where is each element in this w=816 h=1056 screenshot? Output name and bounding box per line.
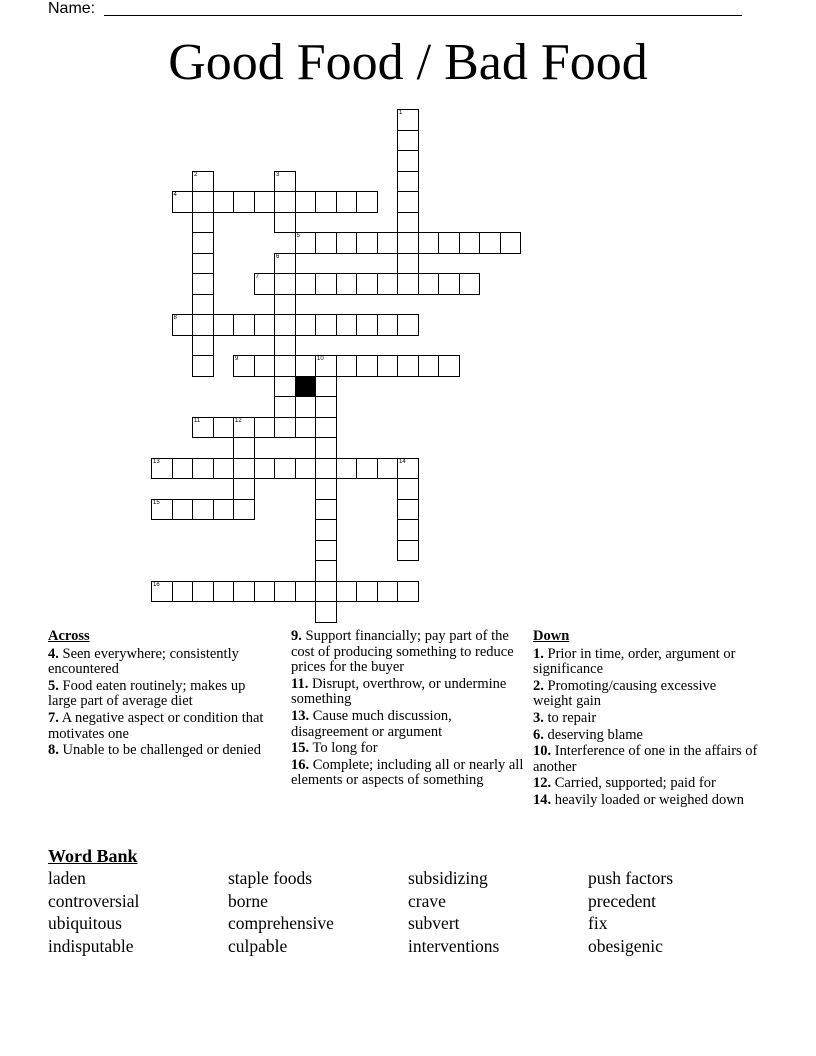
clue-text: To long for	[312, 740, 378, 757]
crossword-cell[interactable]	[192, 335, 214, 357]
crossword-cell[interactable]	[418, 273, 440, 295]
crossword-cell[interactable]	[397, 478, 419, 500]
crossword-cell[interactable]	[213, 458, 235, 480]
clue-text: Promoting/causing excessive weight gain	[533, 677, 717, 710]
crossword-cell[interactable]	[295, 458, 317, 480]
crossword-cell[interactable]	[274, 191, 296, 213]
word-bank-column-3	[408, 867, 499, 958]
crossword-cell[interactable]	[315, 314, 337, 336]
crossword-cell[interactable]	[192, 232, 214, 254]
crossword-cell[interactable]	[192, 273, 214, 295]
crossword-cell[interactable]	[397, 253, 419, 275]
crossword-cell[interactable]	[336, 232, 358, 254]
clue-item	[48, 679, 273, 710]
crossword-cell[interactable]	[397, 212, 419, 234]
word-bank-item: comprehensive	[228, 913, 334, 934]
crossword-cell[interactable]	[315, 417, 337, 439]
word-bank-item: interventions	[408, 936, 500, 957]
clue-number: 9.	[291, 628, 302, 644]
clue-number: 6.	[533, 726, 544, 743]
crossword-cell[interactable]	[356, 355, 378, 377]
crossword-cell[interactable]	[254, 581, 276, 603]
clue-item	[533, 647, 758, 678]
crossword-cell[interactable]	[172, 499, 194, 521]
clue-item	[533, 728, 758, 744]
crossword-cell[interactable]	[233, 499, 255, 521]
crossword-cell[interactable]	[336, 191, 358, 213]
crossword-cell[interactable]	[377, 581, 399, 603]
word-bank-item: laden	[48, 868, 86, 888]
crossword-cell[interactable]	[254, 314, 276, 336]
clue-item	[291, 741, 527, 757]
crossword-cell[interactable]	[397, 130, 419, 152]
crossword-cell[interactable]	[397, 355, 419, 377]
crossword-cell[interactable]	[192, 458, 214, 480]
clue-number: 15.	[291, 740, 310, 757]
clue-number: 13.	[291, 707, 310, 724]
crossword-cell[interactable]	[500, 232, 522, 254]
crossword-cell[interactable]	[274, 253, 296, 275]
crossword-cell[interactable]	[274, 417, 296, 439]
crossword-cell[interactable]	[315, 478, 337, 500]
crossword-cell[interactable]	[459, 232, 481, 254]
word-bank-item: subvert	[408, 913, 460, 934]
crossword-cell-number: 5	[296, 233, 300, 239]
clue-text: Unable to be challenged or denied	[62, 742, 261, 759]
crossword-cell[interactable]	[397, 273, 419, 295]
crossword-cell[interactable]	[213, 581, 235, 603]
crossword-cell[interactable]	[233, 355, 255, 377]
crossword-cell[interactable]	[233, 437, 255, 459]
crossword-cell[interactable]	[397, 109, 419, 131]
crossword-cell[interactable]	[274, 458, 296, 480]
crossword-cell[interactable]	[315, 396, 337, 418]
crossword-cell[interactable]	[397, 171, 419, 193]
crossword-cell[interactable]	[274, 294, 296, 316]
crossword-cell[interactable]	[397, 232, 419, 254]
clue-item	[291, 629, 527, 676]
crossword-cell[interactable]	[479, 232, 501, 254]
clues-down-column	[533, 629, 758, 810]
crossword-cell[interactable]	[192, 355, 214, 377]
crossword-cell[interactable]	[274, 355, 296, 377]
clue-text: deserving blame	[547, 726, 643, 743]
crossword-cell-number: 4	[173, 192, 177, 198]
word-bank-column-1	[48, 867, 139, 958]
clue-text: Seen everywhere; consistently encountered	[48, 645, 239, 678]
crossword-cell[interactable]	[418, 232, 440, 254]
crossword-cell[interactable]	[274, 171, 296, 193]
word-bank-item: subsidizing	[408, 868, 488, 888]
crossword-cell[interactable]	[295, 273, 317, 295]
crossword-cell[interactable]	[233, 581, 255, 603]
crossword-cell[interactable]	[356, 314, 378, 336]
crossword-cell[interactable]	[295, 314, 317, 336]
crossword-blocked-cell	[295, 376, 317, 398]
clue-text: heavily loaded or weighed down	[554, 791, 745, 808]
crossword-cell[interactable]	[315, 355, 337, 377]
crossword-cell[interactable]	[192, 314, 214, 336]
word-bank-item: obesigenic	[588, 936, 663, 957]
clue-number: 2.	[533, 677, 544, 694]
clue-item	[533, 744, 758, 775]
crossword-cell[interactable]	[254, 458, 276, 480]
crossword-cell[interactable]	[315, 458, 337, 480]
crossword-cell[interactable]	[233, 191, 255, 213]
clue-number: 14.	[533, 791, 552, 808]
crossword-cell[interactable]	[254, 355, 276, 377]
clue-item	[533, 776, 758, 792]
crossword-cell-number: 8	[173, 315, 177, 321]
crossword-cell[interactable]	[397, 458, 419, 480]
crossword-cell[interactable]	[172, 191, 194, 213]
clue-item	[291, 709, 527, 740]
clue-text: Disrupt, overthrow, or undermine something	[291, 675, 507, 708]
page-title: Good Food / Bad Food	[168, 34, 648, 91]
crossword-cell[interactable]	[336, 581, 358, 603]
crossword-cell[interactable]	[397, 150, 419, 172]
word-bank-item: precedent	[588, 890, 657, 911]
crossword-cell[interactable]	[356, 581, 378, 603]
crossword-cell[interactable]	[254, 273, 276, 295]
crossword-cell-number: 13	[153, 458, 160, 465]
clue-number: 3.	[533, 709, 544, 726]
crossword-cell[interactable]	[397, 581, 419, 603]
clue-number: 5.	[48, 677, 59, 694]
crossword-cell[interactable]	[377, 232, 399, 254]
crossword-cell[interactable]	[438, 273, 460, 295]
crossword-cell[interactable]	[397, 540, 419, 562]
crossword-cell[interactable]	[233, 478, 255, 500]
crossword-cell[interactable]	[356, 191, 378, 213]
crossword-cell[interactable]	[315, 560, 337, 582]
crossword-cell[interactable]	[192, 171, 214, 193]
crossword-cell[interactable]	[213, 314, 235, 336]
crossword-cell[interactable]	[336, 355, 358, 377]
crossword-cell[interactable]	[295, 232, 317, 254]
crossword-cell[interactable]	[274, 335, 296, 357]
word-bank-column-2	[228, 867, 334, 958]
crossword-cell-number: 6	[276, 253, 280, 260]
clue-item	[533, 711, 758, 727]
clues-across-column	[48, 629, 273, 760]
clue-text: Support financially; pay part of the cost of producing something to reduce prices for the buyer	[291, 628, 514, 676]
crossword-cell[interactable]	[397, 191, 419, 213]
crossword-cell[interactable]	[377, 458, 399, 480]
clue-text: to repair	[547, 709, 597, 726]
clue-text: A negative aspect or condition that motivates one	[48, 709, 264, 742]
clue-text: Prior in time, order, argument or significance	[533, 645, 736, 678]
crossword-cell-number: 16	[153, 581, 160, 588]
crossword-cell[interactable]	[397, 519, 419, 541]
crossword-cell[interactable]	[274, 212, 296, 234]
crossword-cell[interactable]	[151, 458, 173, 480]
clue-number: 10.	[533, 743, 552, 760]
crossword-cell[interactable]	[151, 581, 173, 603]
crossword-cell[interactable]	[192, 417, 214, 439]
word-bank-item: staple foods	[228, 868, 313, 888]
crossword-cell[interactable]	[377, 355, 399, 377]
crossword-cell-number: 1	[399, 110, 403, 116]
crossword-cell[interactable]	[192, 191, 214, 213]
crossword-cell[interactable]	[336, 458, 358, 480]
clue-number: 8.	[48, 742, 59, 759]
crossword-cell[interactable]	[315, 499, 337, 521]
crossword-cell[interactable]	[295, 355, 317, 377]
crossword-cell[interactable]	[192, 499, 214, 521]
clue-item	[291, 677, 527, 708]
crossword-cell[interactable]	[254, 191, 276, 213]
crossword-cell[interactable]	[172, 581, 194, 603]
crossword-cell[interactable]	[315, 191, 337, 213]
crossword-cell[interactable]	[274, 314, 296, 336]
clue-number: 1.	[533, 645, 544, 662]
crossword-cell-number: 12	[235, 417, 242, 424]
clue-text: Cause much discussion, disagreement or argument	[291, 707, 452, 740]
crossword-cell[interactable]	[356, 458, 378, 480]
crossword-cell[interactable]	[315, 376, 337, 398]
crossword-cell[interactable]	[274, 581, 296, 603]
crossword-cell[interactable]	[192, 581, 214, 603]
clue-item	[291, 758, 527, 789]
clue-item	[48, 743, 273, 759]
crossword-cell[interactable]	[213, 191, 235, 213]
word-bank-item: indisputable	[48, 936, 134, 957]
crossword-cell[interactable]	[356, 273, 378, 295]
word-bank-item: controversial	[48, 890, 140, 911]
crossword-cell[interactable]	[213, 417, 235, 439]
name-label: Name:	[48, 0, 96, 17]
crossword-cell[interactable]	[336, 273, 358, 295]
crossword-cell[interactable]	[438, 355, 460, 377]
crossword-cell[interactable]	[233, 458, 255, 480]
name-underline[interactable]	[104, 15, 742, 16]
clue-text: Complete; including all or nearly all elements or aspects of something	[291, 756, 524, 789]
clue-item	[48, 647, 273, 678]
crossword-cell[interactable]	[377, 314, 399, 336]
crossword-cell[interactable]	[397, 314, 419, 336]
crossword-cell[interactable]	[377, 273, 399, 295]
crossword-cell-number: 11	[194, 417, 201, 424]
clue-number: 7.	[48, 709, 59, 726]
crossword-cell[interactable]	[192, 253, 214, 275]
crossword-cell[interactable]	[254, 417, 276, 439]
clue-number: 16.	[291, 756, 310, 773]
crossword-cell[interactable]	[172, 458, 194, 480]
crossword-cell[interactable]	[172, 314, 194, 336]
word-bank-item: ubiquitous	[48, 913, 122, 934]
clue-item	[533, 679, 758, 710]
crossword-cell[interactable]	[295, 191, 317, 213]
crossword-cell[interactable]	[397, 499, 419, 521]
crossword-cell[interactable]	[274, 376, 296, 398]
crossword-cell-number: 3	[276, 171, 280, 178]
crossword-cell[interactable]	[315, 232, 337, 254]
crossword-cell[interactable]	[233, 417, 255, 439]
crossword-cell[interactable]	[295, 417, 317, 439]
word-bank-item: culpable	[228, 936, 288, 957]
crossword-cell[interactable]	[315, 437, 337, 459]
crossword-cell[interactable]	[295, 581, 317, 603]
crossword-cell[interactable]	[356, 232, 378, 254]
crossword-cell[interactable]	[192, 294, 214, 316]
clue-text: Food eaten routinely; makes up large part of average diet	[48, 677, 246, 710]
word-bank-item: fix	[588, 913, 608, 934]
clues-across-continued-column	[291, 629, 527, 790]
crossword-cell[interactable]	[315, 581, 337, 603]
clue-number: 4.	[48, 645, 59, 662]
word-bank-column-4	[588, 867, 673, 958]
crossword-cell-number: 2	[194, 171, 198, 178]
word-bank-item: push factors	[588, 868, 674, 888]
clue-item	[533, 793, 758, 809]
down-header: Down	[533, 628, 570, 644]
crossword-cell[interactable]	[315, 519, 337, 541]
crossword-cell[interactable]	[315, 273, 337, 295]
crossword-cell[interactable]	[274, 396, 296, 418]
word-bank-title: Word Bank	[48, 846, 138, 866]
word-bank-item: crave	[408, 890, 446, 911]
crossword-cell[interactable]	[151, 499, 173, 521]
across-header: Across	[48, 628, 90, 644]
crossword-cell[interactable]	[192, 212, 214, 234]
crossword-cell[interactable]	[459, 273, 481, 295]
crossword-cell-number: 10	[317, 356, 324, 362]
crossword-cell[interactable]	[274, 273, 296, 295]
crossword-cell[interactable]	[233, 314, 255, 336]
crossword-cell[interactable]	[315, 540, 337, 562]
clue-number: 12.	[533, 775, 552, 792]
crossword-cell[interactable]	[315, 601, 337, 623]
crossword-cell[interactable]	[336, 314, 358, 336]
clue-number: 11.	[291, 675, 309, 692]
crossword-cell[interactable]	[438, 232, 460, 254]
crossword-cell[interactable]	[213, 499, 235, 521]
clue-item	[48, 711, 273, 742]
word-bank-item: borne	[228, 890, 268, 911]
clue-text: Carried, supported; paid for	[554, 775, 716, 792]
crossword-cell-number: 14	[399, 458, 406, 465]
crossword-cell-number: 7	[255, 274, 259, 280]
clue-text: Interference of one in the affairs of another	[533, 743, 758, 775]
crossword-cell[interactable]	[418, 355, 440, 377]
crossword-cell-number: 15	[153, 499, 160, 506]
crossword-cell-number: 9	[235, 356, 239, 362]
